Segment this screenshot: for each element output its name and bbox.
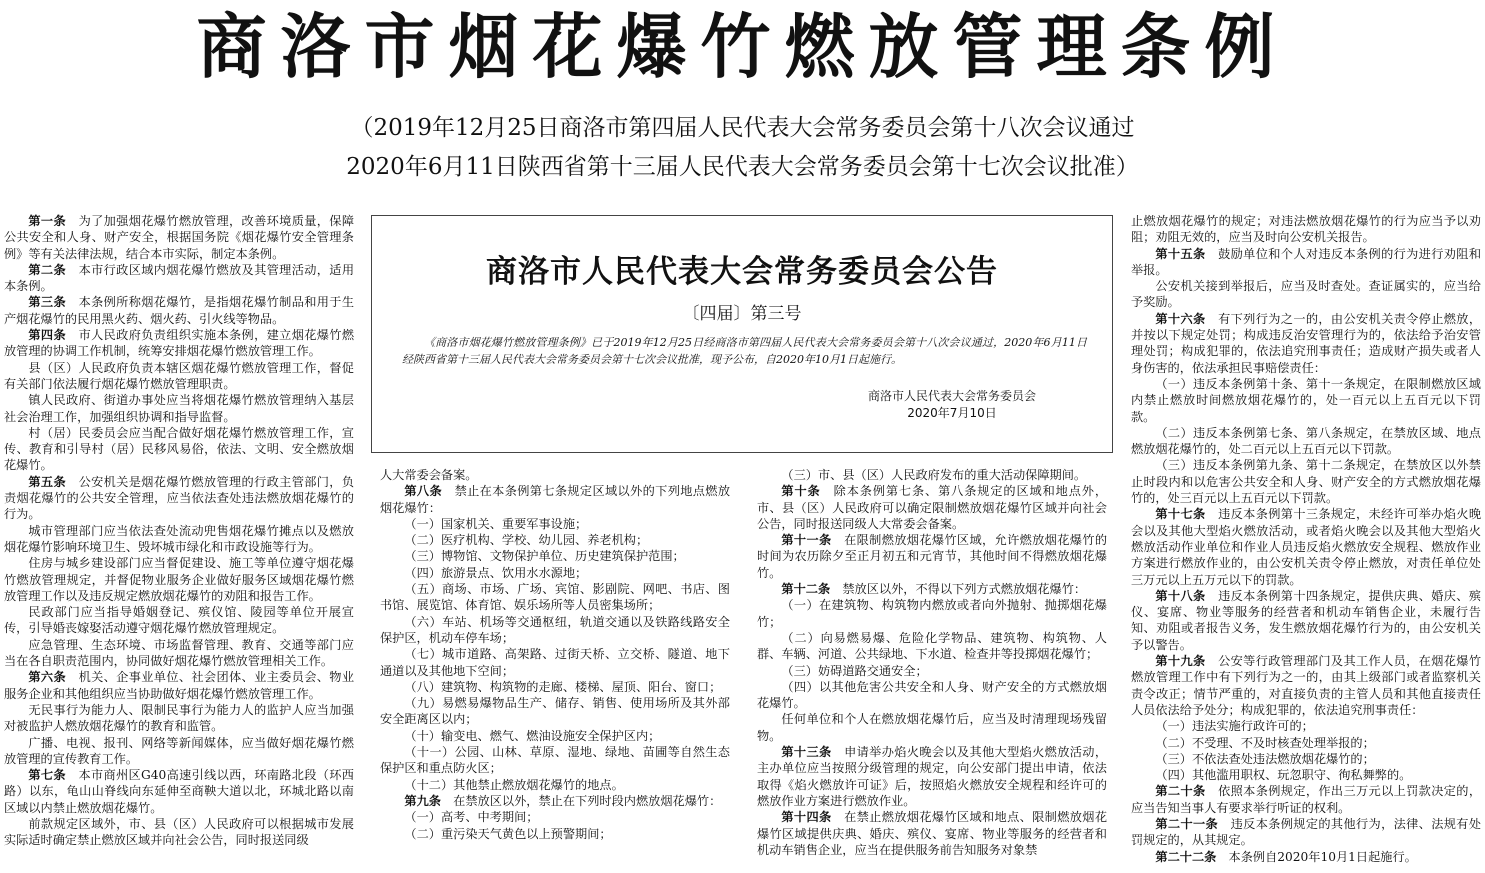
article-text: 违反本条例规定的其他行为，法律、法规有处罚规定的，从其规定。	[1131, 816, 1481, 848]
article-paragraph	[380, 532, 730, 548]
article-paragraph	[4, 702, 354, 735]
article-paragraph	[4, 523, 354, 556]
adoption-note-line2: 2020年6月11日陕西省第十三届人民代表大会常务委员会第十七次会议批准）	[346, 154, 1139, 180]
article-paragraph	[380, 516, 730, 532]
article-text: 公安等行政管理部门及其工作人员，在烟花爆竹燃放管理工作中有下列行为之一的，由其上级部门或者监察机关责令改正；情节严重的，对直接负责的主管人员和其他直接责任人员依法给予处分；构成犯罪的，依法追究刑事责任：	[1131, 654, 1481, 717]
article-paragraph	[4, 262, 354, 295]
article-text: （七）城市道路、高架路、过街天桥、立交桥、隧道、地下通道以及其他地下空间；	[380, 647, 730, 678]
text-column-4	[1131, 213, 1481, 873]
article-text: 公安机关是烟花爆竹燃放管理的行政主管部门，负责烟花爆竹的公共安全管理，应当依法查处违法燃放烟花爆竹的行为。	[4, 474, 354, 522]
article-paragraph	[757, 532, 1107, 581]
article-paragraph	[380, 826, 730, 842]
article-paragraph	[4, 735, 354, 768]
article-heading: 第四条	[28, 328, 67, 343]
article-paragraph	[757, 597, 1107, 630]
article-paragraph	[380, 614, 730, 647]
article-heading: 第二条	[28, 262, 67, 277]
article-text: 住房与城乡建设部门应当督促建设、施工等单位遵守烟花爆竹燃放管理规定，并督促物业服务企业做好服务区域烟花爆竹燃放管理工作以及违反规定燃放烟花爆竹的劝阻和报告工作。	[4, 556, 354, 603]
article-text: （三）博物馆、文物保护单位、历史建筑保护范围；	[404, 549, 685, 564]
article-text: （二）医疗机构、学校、幼儿园、养老机构；	[404, 533, 649, 548]
article-text: （四）旅游景点、饮用水水源地；	[404, 565, 588, 580]
article-heading: 第一条	[28, 214, 67, 228]
article-text: 广播、电视、报刊、网络等新闻媒体，应当做好烟花爆竹燃放管理的宣传教育工作。	[4, 735, 354, 766]
article-heading: 第十七条	[1155, 507, 1206, 522]
text-column-3	[757, 467, 1107, 873]
article-paragraph	[380, 581, 730, 614]
article-text: （十一）公园、山林、草原、湿地、绿地、苗圃等自然生态保护区和重点防火区；	[380, 745, 730, 776]
article-heading: 第七条	[28, 768, 66, 783]
article-text: （一）在建筑物、构筑物内燃放或者向外抛射、抛掷烟花爆竹；	[757, 598, 1107, 629]
article-text: 本条例所称烟花爆竹，是指烟花爆竹制品和用于生产烟花爆竹的民用黑火药、烟火药、引火线等物品。	[4, 295, 354, 326]
article-text: （三）妨碍道路交通安全；	[781, 663, 928, 678]
article-paragraph	[1131, 278, 1481, 311]
article-text: 城市管理部门应当依法查处流动兜售烟花爆竹摊点以及燃放烟花爆竹影响环境卫生、毁坏城市绿化和市政设施等行为。	[4, 523, 354, 554]
article-paragraph	[757, 581, 1107, 597]
article-text: 有下列行为之一的，由公安机关责令停止燃放，并按以下规定处罚；构成违反治安管理行为的，依法给予治安管理处罚；构成犯罪的，依法追究刑事责任；造成财产损失或者人身伤害的，依法承担民事赔偿责任：	[1131, 311, 1481, 375]
article-paragraph	[380, 777, 730, 793]
article-text: 镇人民政府、街道办事处应当将烟花爆竹燃放管理纳入基层社会治理工作，加强组织协调和指导监督。	[4, 393, 354, 424]
article-paragraph	[1131, 816, 1481, 849]
announcement-date: 2020年7月10日	[907, 406, 997, 420]
article-text: （一）违法实施行政许可的；	[1155, 719, 1314, 734]
article-paragraph	[1131, 718, 1481, 734]
article-paragraph	[380, 548, 730, 564]
article-paragraph	[1131, 735, 1481, 751]
article-paragraph	[4, 213, 354, 262]
article-text: 依照本条例规定，作出三万元以上罚款决定的，应当告知当事人有要求举行听证的权利。	[1131, 784, 1481, 815]
article-text: 前款规定区域外，市、县（区）人民政府可以根据城市发展实际适时确定禁止燃放区域并向社会公告，同时报送同级	[4, 816, 354, 848]
article-text: （四）其他滥用职权、玩忽职守、徇私舞弊的。	[1155, 768, 1412, 783]
article-heading: 第五条	[28, 474, 67, 489]
article-text: （六）车站、机场等交通枢纽，轨道交通以及铁路线路安全保护区，机动车停车场；	[380, 614, 730, 645]
article-text: 禁止在本条例第七条规定区域以外的下列地点燃放烟花爆竹：	[380, 484, 730, 515]
article-paragraph	[757, 809, 1107, 858]
text-column-1	[4, 213, 354, 873]
article-text: 村（居）民委员会应当配合做好烟花爆竹燃放管理工作，宣传、教育和引导村（居）民移风易俗，依法、文明、安全燃放烟花爆竹。	[4, 425, 354, 473]
article-paragraph	[1131, 457, 1481, 506]
article-paragraph	[4, 555, 354, 604]
article-paragraph	[1131, 311, 1481, 376]
article-text: 违反本条例第十四条规定，提供庆典、婚庆、殡仪、宴席、物业等服务的经营者和机动车销售企业，未履行告知、劝阻或者报告义务，发生燃放烟花爆竹行为的，由公安机关予以警告。	[1131, 588, 1481, 652]
article-heading: 第二十二条	[1155, 849, 1217, 864]
article-heading: 第十六条	[1155, 311, 1206, 326]
announcement-body: 《商洛市烟花爆竹燃放管理条例》已于2019年12月25日经商洛市第四届人民代表大会常务委员会第十八次会议通过，2020年6月11日经陕西省第十三届人民代表大会常务委员会第十七次会议批准，现予公布，自2020年10月1日起施行。	[402, 336, 1087, 366]
article-heading: 第八条	[404, 484, 443, 499]
article-paragraph	[380, 565, 730, 581]
article-paragraph	[380, 483, 730, 516]
article-paragraph	[380, 728, 730, 744]
article-paragraph	[4, 425, 354, 474]
article-paragraph	[380, 809, 730, 825]
article-text: 为了加强烟花爆竹燃放管理，改善环境质量，保障公共安全和人身、财产安全，根据国务院《烟花爆竹安全管理条例》等有关法律法规，结合本市实际，制定本条例。	[4, 214, 354, 261]
article-paragraph	[1131, 246, 1481, 279]
article-heading: 第十条	[781, 484, 821, 499]
article-paragraph	[1131, 506, 1481, 587]
announcement-number: 〔四届〕第三号	[682, 304, 802, 324]
article-heading: 第九条	[404, 793, 441, 808]
article-text: 本市行政区域内烟花爆竹燃放及其管理活动，适用本条例。	[4, 262, 354, 294]
article-paragraph	[1131, 588, 1481, 653]
article-text: （十二）其他禁止燃放烟花爆竹的地点。	[404, 777, 624, 792]
article-paragraph	[757, 663, 1107, 679]
article-text: （一）高考、中考期间；	[404, 810, 539, 825]
article-paragraph	[4, 360, 354, 393]
article-paragraph	[1131, 653, 1481, 718]
article-paragraph	[1131, 751, 1481, 767]
article-text: 在禁止燃放烟花爆竹区域和地点、限制燃放烟花爆竹区域提供庆典、婚庆、殡仪、宴席、物业等服务的经营者和机动车销售企业，应当在提供服务前告知服务对象禁	[757, 810, 1107, 857]
article-paragraph	[1131, 213, 1481, 246]
article-paragraph	[4, 604, 354, 637]
article-text: 在限制燃放烟花爆竹区域，允许燃放烟花爆竹的时间为农历除夕至正月初五和元宵节，其他时间不得燃放烟花爆竹。	[757, 533, 1107, 580]
article-text: （五）商场、市场、广场、宾馆、影剧院、网吧、书店、图书馆、展览馆、体育馆、娱乐场所等人员密集场所；	[380, 582, 730, 613]
announcement-signer: 商洛市人民代表大会常务委员会	[867, 389, 1036, 403]
article-paragraph	[757, 467, 1107, 483]
article-heading: 第十一条	[781, 533, 832, 548]
article-paragraph	[4, 294, 354, 327]
article-text: 任何单位和个人在燃放烟花爆竹后，应当及时清理现场残留物。	[757, 712, 1107, 743]
article-text: 止燃放烟花爆竹的规定；对违法燃放烟花爆竹的行为应当予以劝阻；劝阻无效的，应当及时向公安机关报告。	[1131, 214, 1481, 245]
article-paragraph	[1131, 783, 1481, 816]
article-paragraph	[380, 467, 730, 483]
article-heading: 第十三条	[781, 745, 832, 760]
article-paragraph	[380, 679, 730, 695]
announcement-signature	[842, 388, 1062, 422]
article-paragraph	[4, 637, 354, 670]
article-heading: 第二十一条	[1155, 816, 1219, 831]
article-paragraph	[4, 474, 354, 523]
article-text: （三）不依法查处违法燃放烟花爆竹的；	[1155, 751, 1375, 766]
article-paragraph	[757, 483, 1107, 532]
article-text: 违反本条例第十三条规定，未经许可举办焰火晚会以及其他大型焰火燃放活动，或者焰火晚会以及其他大型焰火燃放活动作业单位和作业人员违反焰火燃放安全规程、燃放作业方案进行燃放作业的，由公安机关责令停止燃放，对责任单位处三万元以上五万元以下的罚款。	[1131, 507, 1481, 587]
text-column-2	[380, 467, 730, 873]
article-heading: 第十四条	[781, 810, 832, 825]
article-text: 人大常委会备案。	[380, 468, 478, 482]
article-text: 本条例自2020年10月1日起施行。	[1228, 849, 1417, 864]
article-text: 机关、企事业单位、社会团体、业主委员会、物业服务企业和其他组织应当协助做好烟花爆竹燃放管理工作。	[4, 670, 354, 701]
adoption-note-line1: （2019年12月25日商洛市第四届人民代表大会常务委员会第十八次会议通过	[350, 115, 1135, 141]
article-text: 应急管理、生态环境、市场监督管理、教育、交通等部门应当在各自职责范围内，协同做好烟花爆竹燃放管理相关工作。	[4, 637, 354, 669]
article-heading: 第十二条	[781, 582, 831, 597]
announcement-title: 商洛市人民代表大会常务委员会公告	[486, 254, 998, 290]
article-paragraph	[757, 744, 1107, 809]
article-text: （三）市、县（区）人民政府发布的重大活动保障期间。	[781, 468, 1087, 482]
article-paragraph	[757, 630, 1107, 663]
announcement-box	[371, 215, 1113, 453]
article-paragraph	[380, 744, 730, 777]
article-heading: 第三条	[28, 295, 67, 310]
article-heading: 第十五条	[1155, 246, 1206, 261]
article-text: （四）以其他危害公共安全和人身、财产安全的方式燃放烟花爆竹。	[757, 679, 1107, 711]
article-text: （九）易燃易爆物品生产、储存、销售、使用场所及其外部安全距离区以内；	[380, 696, 730, 727]
article-paragraph	[4, 669, 354, 702]
article-paragraph	[1131, 849, 1481, 865]
article-text: （二）向易燃易爆、危险化学物品、建筑物、构筑物、人群、车辆、河道、公共绿地、下水道、检查井等投掷烟花爆竹；	[757, 630, 1107, 662]
article-text: 鼓励单位和个人对违反本条例的行为进行劝阻和举报。	[1131, 246, 1481, 277]
article-text: 在禁放区以外，禁止在下列时段内燃放烟花爆竹：	[453, 793, 722, 808]
article-text: 公安机关接到举报后，应当及时查处。查证属实的，应当给予奖励。	[1131, 279, 1481, 310]
article-paragraph	[1131, 767, 1481, 783]
article-text: 县（区）人民政府负责本辖区烟花爆竹燃放管理工作，督促有关部门依法履行烟花爆竹燃放管理职责。	[4, 360, 354, 391]
page-title: 商洛市烟花爆竹燃放管理条例	[196, 6, 1289, 88]
article-paragraph	[4, 816, 354, 849]
article-text: 除本条例第七条、第八条规定的区域和地点外，市、县（区）人民政府可以确定限制燃放烟花爆竹区域并向社会公告，同时报送同级人大常委会备案。	[757, 484, 1107, 531]
article-text: （一）国家机关、重要军事设施；	[404, 516, 588, 531]
article-text: 申请举办焰火晚会以及其他大型焰火燃放活动，主办单位应当按照分级管理的规定，向公安部门提出申请，依法取得《焰火燃放许可证》后，按照焰火燃放安全规程和经许可的燃放作业方案进行燃放作业。	[757, 745, 1107, 808]
article-text: 禁放区以外，不得以下列方式燃放烟花爆竹：	[842, 582, 1087, 597]
article-text: 本市商州区G40高速引线以西，环南路北段（环西路）以东，龟山山脊线向东延伸至商鞅大道以北，环城北路以南区域以内禁止燃放烟花爆竹。	[4, 768, 354, 815]
article-text: （二）重污染天气黄色以上预警期间；	[404, 826, 612, 841]
article-text: （三）违反本条例第九条、第十二条规定，在禁放区以外禁止时段内和以危害公共安全和人身、财产安全的方式燃放烟花爆竹的，处三百元以上五百元以下罚款。	[1131, 458, 1481, 506]
article-text: （二）违反本条例第七条、第八条规定，在禁放区域、地点燃放烟花爆竹的，处二百元以上五百元以下罚款。	[1131, 425, 1481, 457]
article-paragraph	[380, 646, 730, 679]
article-text: （一）违反本条例第十条、第十一条规定，在限制燃放区域内禁止燃放时间燃放烟花爆竹的，处一百元以上五百元以下罚款。	[1131, 376, 1481, 424]
article-heading: 第十八条	[1155, 588, 1206, 603]
article-text: 民政部门应当指导婚姻登记、殡仪馆、陵园等单位开展宣传，引导婚丧嫁娶活动遵守烟花爆竹燃放管理规定。	[4, 605, 354, 636]
article-text: （十）输变电、燃气、燃油设施安全保护区内；	[404, 728, 661, 743]
article-paragraph	[1131, 376, 1481, 425]
article-paragraph	[757, 679, 1107, 712]
article-paragraph	[4, 767, 354, 816]
article-paragraph	[1131, 425, 1481, 458]
article-text: 无民事行为能力人、限制民事行为能力人的监护人应当加强对被监护人燃放烟花爆竹的教育和监管。	[4, 702, 354, 734]
article-paragraph	[380, 793, 730, 809]
article-heading: 第六条	[28, 670, 67, 685]
article-paragraph	[380, 695, 730, 728]
article-text: （二）不受理、不及时核查处理举报的；	[1155, 735, 1375, 750]
article-paragraph	[4, 327, 354, 360]
article-paragraph	[4, 392, 354, 425]
article-heading: 第十九条	[1155, 654, 1206, 669]
article-heading: 第二十条	[1155, 784, 1206, 799]
article-text: 市人民政府负责组织实施本条例，建立烟花爆竹燃放管理的协调工作机制，统筹安排烟花爆竹燃放管理工作。	[4, 328, 354, 359]
article-paragraph	[757, 711, 1107, 744]
article-text: （八）建筑物、构筑物的走廊、楼梯、屋顶、阳台、窗口；	[404, 679, 722, 694]
